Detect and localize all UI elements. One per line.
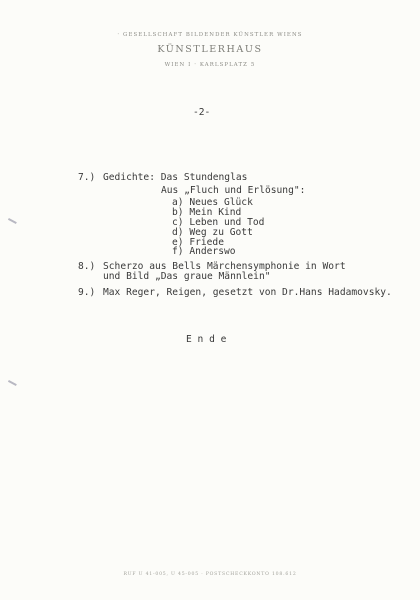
- subitem-e: e) Friede: [172, 237, 224, 248]
- letterhead-name: KÜNSTLERHAUS: [157, 44, 263, 55]
- subitem-a: a) Neues Glück: [172, 197, 253, 208]
- subitem-c: c) Leben und Tod: [172, 217, 265, 228]
- item-7-heading: Gedichte: Das Stundenglas: [103, 172, 248, 183]
- subitem-d: d) Weg zu Gott: [172, 227, 253, 238]
- item-9-line1: Max Reger, Reigen, gesetzt von Dr.Hans Hadamovsky.: [103, 287, 392, 298]
- margin-mark: [8, 218, 17, 224]
- item-9-number: 9.): [78, 287, 96, 298]
- footer-contact: RUF U 41-005, U 45-005 · POSTSCHECKKONTO 108.612: [123, 572, 297, 577]
- item-8-number: 8.): [78, 261, 96, 272]
- letterhead-address: WIEN I · KARLSPLATZ 5: [164, 62, 256, 68]
- letterhead: [0, 32, 420, 68]
- item-7-subheading: Aus „Fluch und Erlösung":: [161, 185, 306, 196]
- item-8-line1: Scherzo aus Bells Märchensymphonie in Wort: [103, 261, 346, 272]
- margin-mark: [8, 380, 17, 386]
- item-8-line2: und Bild „Das graue Männlein": [103, 271, 271, 282]
- subitem-b: b) Mein Kind: [172, 207, 242, 218]
- item-7-number: 7.): [78, 172, 96, 183]
- subitem-f: f) Anderswo: [172, 246, 236, 257]
- closing-ende: E n d e: [186, 334, 227, 345]
- letterhead-society: · GESELLSCHAFT BILDENDER KÜNSTLER WIENS: [117, 32, 303, 38]
- page-number: -2-: [193, 107, 211, 118]
